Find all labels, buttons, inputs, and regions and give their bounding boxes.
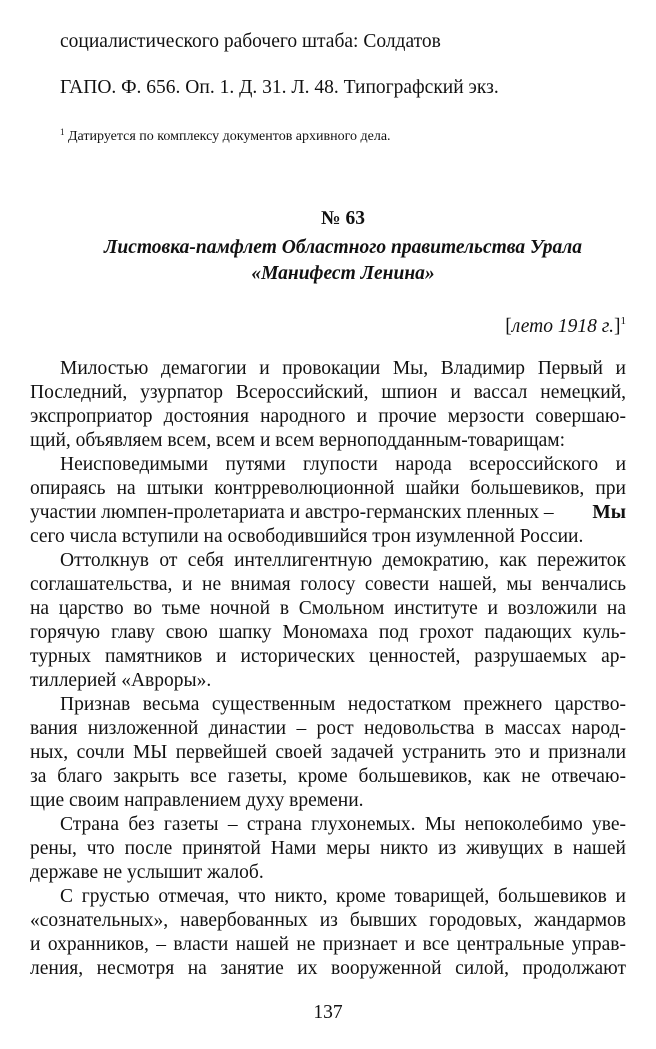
body-line: «сознательных», навербованных из бывших городовых, жандармов — [30, 910, 626, 931]
previous-document-ending: социалистического рабочего штаба: Солдатов — [60, 31, 441, 52]
body-line: державе не услышит жалоб. — [30, 862, 264, 883]
document-title-line-2: «Манифест Ленина» — [251, 263, 435, 284]
date-bracket-close: ] — [614, 316, 621, 337]
body-line: тиллерией «Авроры». — [30, 670, 212, 691]
body-line: Милостью демагогии и провокации Мы, Владимир Первый и — [60, 358, 626, 379]
archive-reference: ГАПО. Ф. 656. Оп. 1. Д. 31. Л. 48. Типографский экз. — [60, 77, 499, 98]
body-line: рены, что после принятой Нами меры никто из живущих в нашей — [30, 838, 626, 859]
body-line: опираясь на штыки контрреволюционной шайки большевиков, при — [30, 478, 626, 499]
body-line: Неисповедимыми путями глупости народа всероссийского и — [60, 454, 626, 475]
date-footnote-marker: 1 — [620, 315, 626, 327]
body-line: за благо закрыть все газеты, кроме большевиков, как не отвечаю- — [30, 766, 626, 787]
date-bracket-open: [ — [505, 316, 512, 337]
document-number: № 63 — [321, 208, 365, 229]
body-line: соглашательства, и не внимая голосу совести нашей, мы венчались — [30, 574, 626, 595]
page-number: 137 — [313, 1002, 343, 1023]
body-line: и охранников, – власти нашей не признает и все центральные управ- — [30, 934, 626, 955]
body-line — [30, 501, 626, 525]
body-line: вания низложенной династии – рост недовольства в массах народ- — [30, 718, 626, 739]
document-title-line-1: Листовка-памфлет Областного правительства Урала — [103, 237, 583, 258]
body-line: щий, объявляем всем, всем и всем верноподданным-товарищам: — [30, 430, 565, 451]
body-line: С грустью отмечая, что никто, кроме товарищей, большевиков и — [60, 886, 626, 907]
document-date — [505, 309, 626, 339]
body-line: горячую главу свою шапку Мономаха под грохот падающих куль- — [30, 622, 626, 643]
body-line: щие своим направлением духу времени. — [30, 790, 364, 811]
body-line: Оттолкнув от себя интеллигентную демократию, как пережиток — [60, 550, 626, 571]
body-line: сего числа вступили на освободившийся трон изумленной России. — [30, 526, 584, 547]
body-line-bold-word: Мы — [592, 502, 626, 523]
body-line: турных памятников и исторических ценностей, разрушаемых ар- — [30, 646, 626, 667]
body-line: Последний, узурпатор Всероссийский, шпион и вассал немецкий, — [30, 382, 626, 403]
footnote-marker: 1 — [60, 127, 65, 137]
body-line: экспроприатор достояния народного и прочие мерзости совершаю- — [30, 406, 626, 427]
footnote — [60, 123, 391, 146]
body-line: ления, несмотря на занятие их вооруженной силой, продолжают — [30, 958, 626, 979]
body-line-text: участии люмпен-пролетариата и австро-германских пленных – — [30, 502, 554, 523]
body-line: Признав весьма существенным недостатком прежнего царство- — [60, 694, 626, 715]
body-line: на царство во тьме ночной в Смольном институте и возложили на — [30, 598, 626, 619]
footnote-text: Датируется по комплексу документов архивного дела. — [64, 129, 391, 144]
body-line: Страна без газеты – страна глухонемых. Мы непоколебимо уве- — [60, 814, 626, 835]
body-line: ных, сочли МЫ первейшей своей задачей устранить это и признали — [30, 742, 626, 763]
date-text: лето 1918 г. — [511, 316, 614, 337]
